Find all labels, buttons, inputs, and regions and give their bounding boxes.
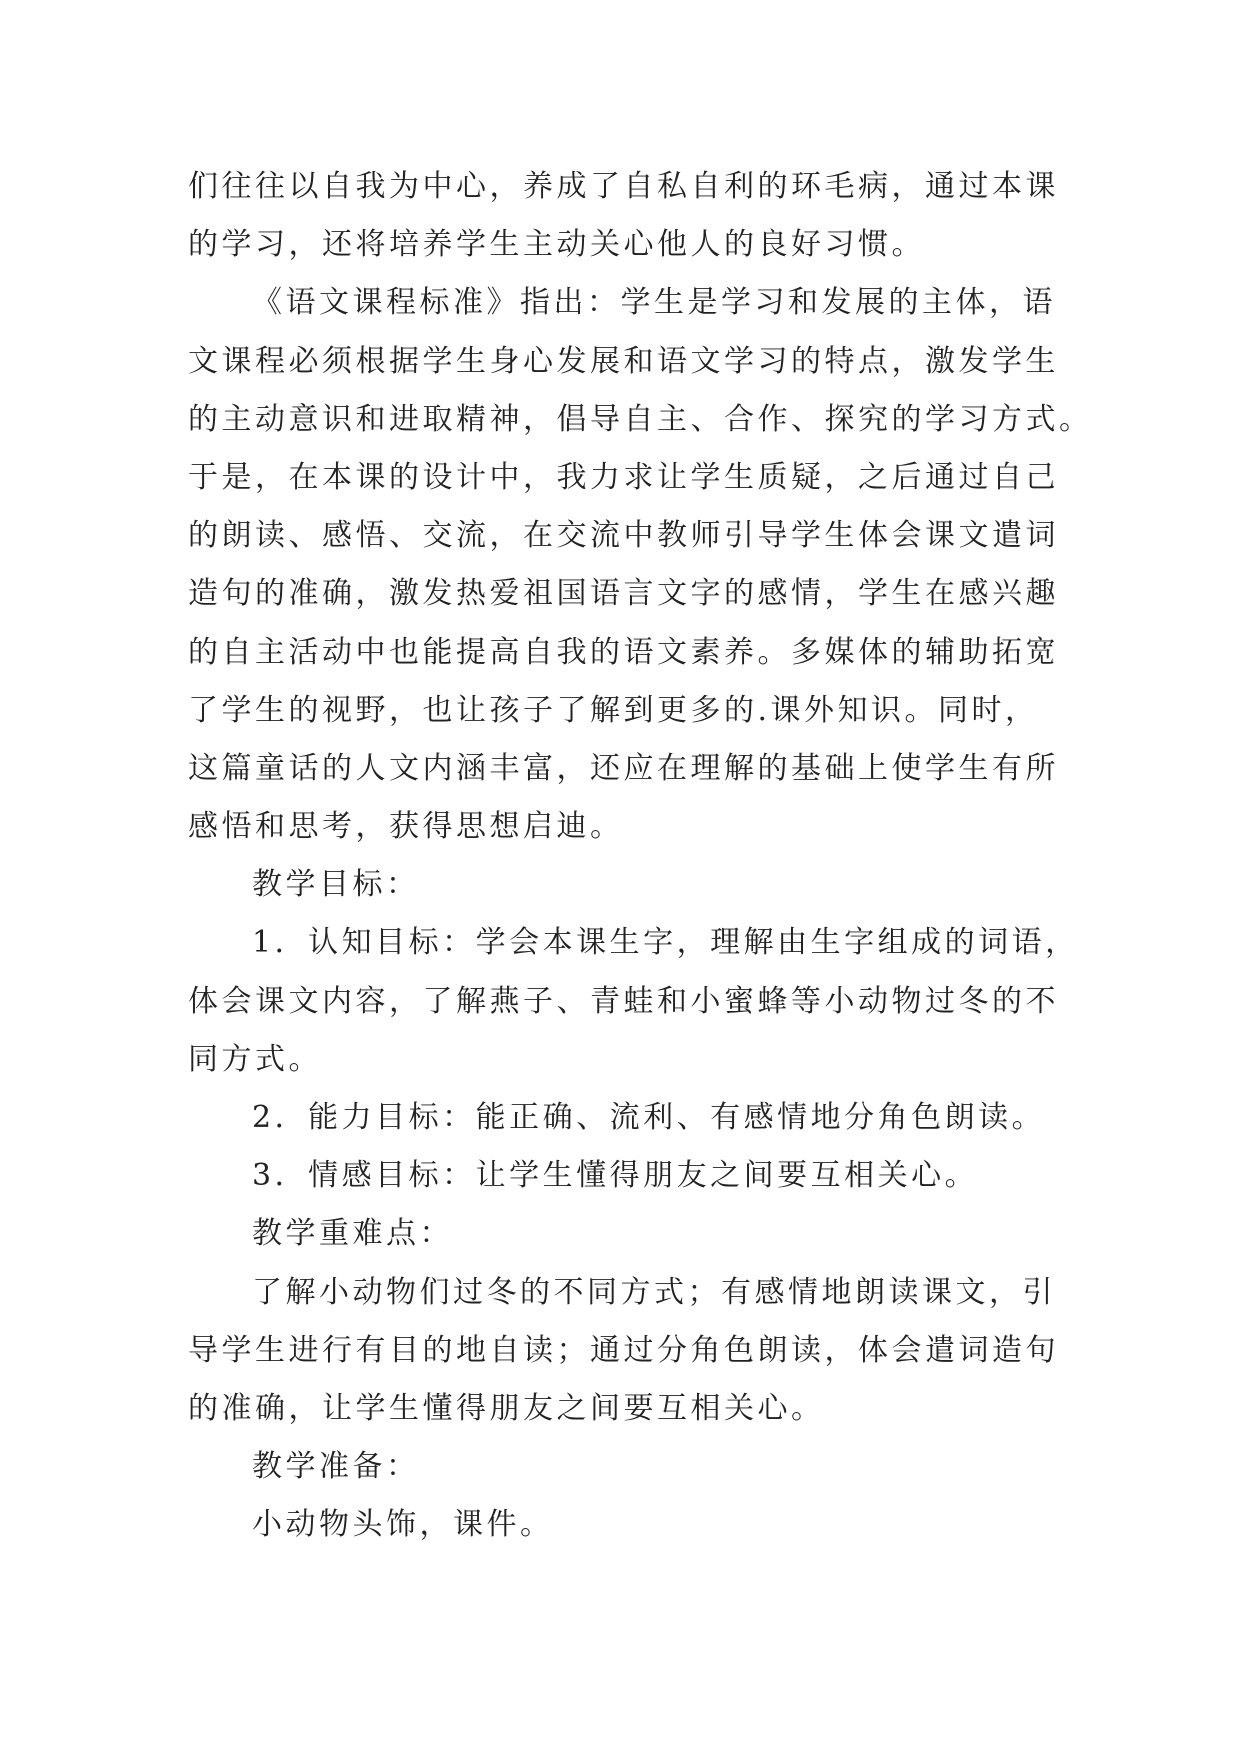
document-body — [188, 158, 1093, 1555]
text-line: 感悟和思考，获得思想启迪。 — [188, 809, 624, 845]
text-line: 的主动意识和进取精神，倡导自主、合作、探究的学习方式。 — [188, 401, 1093, 437]
text-line: 的准确，让学生懂得朋友之间要互相关心。 — [188, 1390, 825, 1426]
text-line: 们往往以自我为中心，养成了自私自利的环毛病，通过本课 — [188, 169, 1059, 204]
text-line: 的朗读、感悟、交流，在交流中教师引导学生体会课文遣词 — [188, 518, 1059, 554]
text-line: 文课程必须根据学生身心发展和语文学习的特点，激发学生 — [188, 343, 1059, 379]
goal-item-ability: 2．能力目标：能正确、流利、有感情地分角色朗读。 — [252, 1100, 1046, 1135]
text-line: 了学生的视野，也让孩子了解到更多的.课外知识。同时， — [188, 692, 1039, 728]
section-heading-key-points: 教学重难点： — [252, 1216, 453, 1252]
text-line: 造句的准确，激发热爱祖国语言文字的感情，学生在感兴趣 — [188, 576, 1059, 612]
text-line: 的学习，还将培养学生主动关心他人的良好习惯。 — [188, 227, 925, 263]
goal-item-emotion: 3．情感目标：让学生懂得朋友之间要互相关心。 — [252, 1158, 979, 1194]
text-line: 导学生进行有目的地自读；通过分角色朗读，体会遣词造句 — [188, 1332, 1059, 1368]
paragraph-preparation: 小动物头饰，课件。 — [252, 1507, 554, 1543]
text-line: 这篇童话的人文内涵丰富，还应在理解的基础上使学生有所 — [188, 750, 1059, 786]
paragraph-key-points: 了解小动物们过冬的不同方式；有感情地朗读课文，引 — [252, 1274, 1056, 1310]
text-line: 体会课文内容，了解燕子、青蛙和小蜜蜂等小动物过冬的不 — [188, 983, 1059, 1019]
goal-item-cognitive: 1．认知目标：学会本课生字，理解由生字组成的词语， — [252, 925, 1079, 961]
text-line: 同方式。 — [188, 1041, 322, 1077]
text-line: 的自主活动中也能提高自我的语文素养。多媒体的辅助拓宽 — [188, 634, 1059, 670]
section-heading-teaching-goals: 教学目标： — [252, 867, 420, 903]
paragraph-curriculum-standard: 《语文课程标准》指出：学生是学习和发展的主体，语 — [252, 285, 1056, 321]
text-line: 于是，在本课的设计中，我力求让学生质疑，之后通过自己 — [188, 459, 1059, 495]
section-heading-preparation: 教学准备： — [252, 1449, 420, 1485]
